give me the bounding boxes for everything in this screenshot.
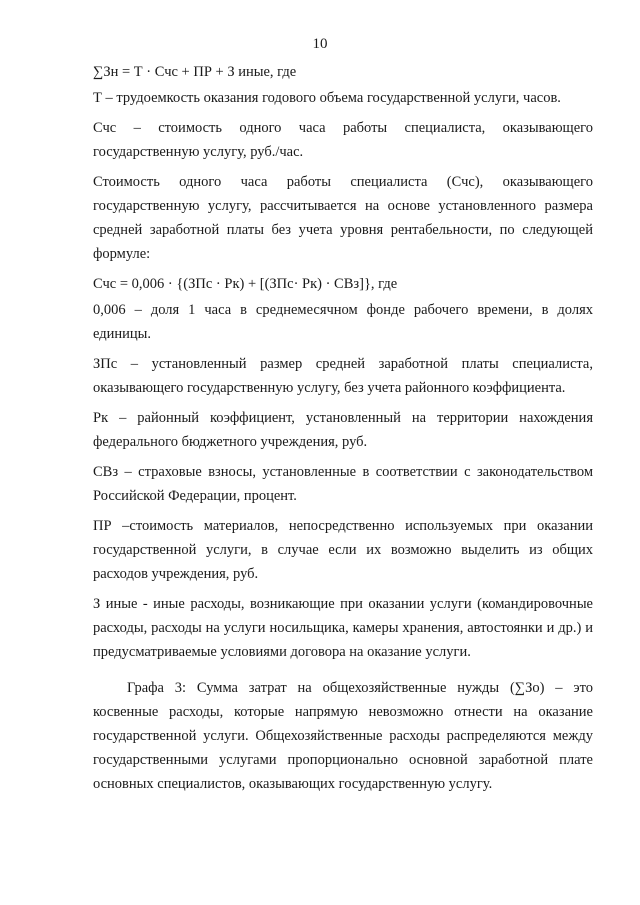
definition-pr: ПР –стоимость материалов, непосредственно используемых при оказании государственной услуги, в случае если их возможно выделить из общих расходов учреждения, руб. [93, 518, 593, 582]
definition-svz: СВз – страховые взносы, установленные в соответствии с законодательством Российской Федерации, процент. [93, 464, 593, 504]
definition-rk: Рк – районный коэффициент, установленный на территории нахождения федерального бюджетного учреждения, руб. [93, 410, 593, 450]
formula-schs: Счс = 0,006 · {(ЗПс · Рк) + [(ЗПс· Рк) · СВз]}, где [93, 276, 398, 292]
paragraph-column-3: Графа 3: Сумма затрат на общехозяйственные нужды (∑Зо) – это косвенные расходы, которые напрямую невозможно отнести на оказание государственной услуги. Общехозяйственные расходы распределяются между государственными услугами пропорционально основной заработной плате основных специалистов, оказывающих государственную услугу. [93, 680, 593, 792]
page-number: 10 [312, 36, 328, 52]
formula-total: ∑Зн = Т · Счс + ПР + З иные, где [93, 64, 297, 80]
definition-t: Т – трудоемкость оказания годового объема государственной услуги, часов. [93, 90, 561, 106]
definition-z-other: З иные - иные расходы, возникающие при оказании услуги (командировочные расходы, расходы на услуги носильщика, камеры хранения, автостоянки и др.) и предусматриваемые условиями договора на оказание услуги. [93, 596, 593, 660]
definition-0006: 0,006 – доля 1 часа в среднемесячном фонде рабочего времени, в долях единицы. [93, 302, 593, 342]
document-body [93, 60, 593, 802]
paragraph-hour-cost: Стоимость одного часа работы специалиста (Счс), оказывающего государственную услугу, рассчитывается на основе установленного размера средней заработной платы без учета уровня рентабельности, по следующей формуле: [93, 174, 593, 262]
definition-zps: ЗПс – установленный размер средней заработной платы специалиста, оказывающего государственную услугу, без учета районного коэффициента. [93, 356, 593, 396]
definition-schs: Счс – стоимость одного часа работы специалиста, оказывающего государственную услугу, руб./час. [93, 120, 593, 160]
